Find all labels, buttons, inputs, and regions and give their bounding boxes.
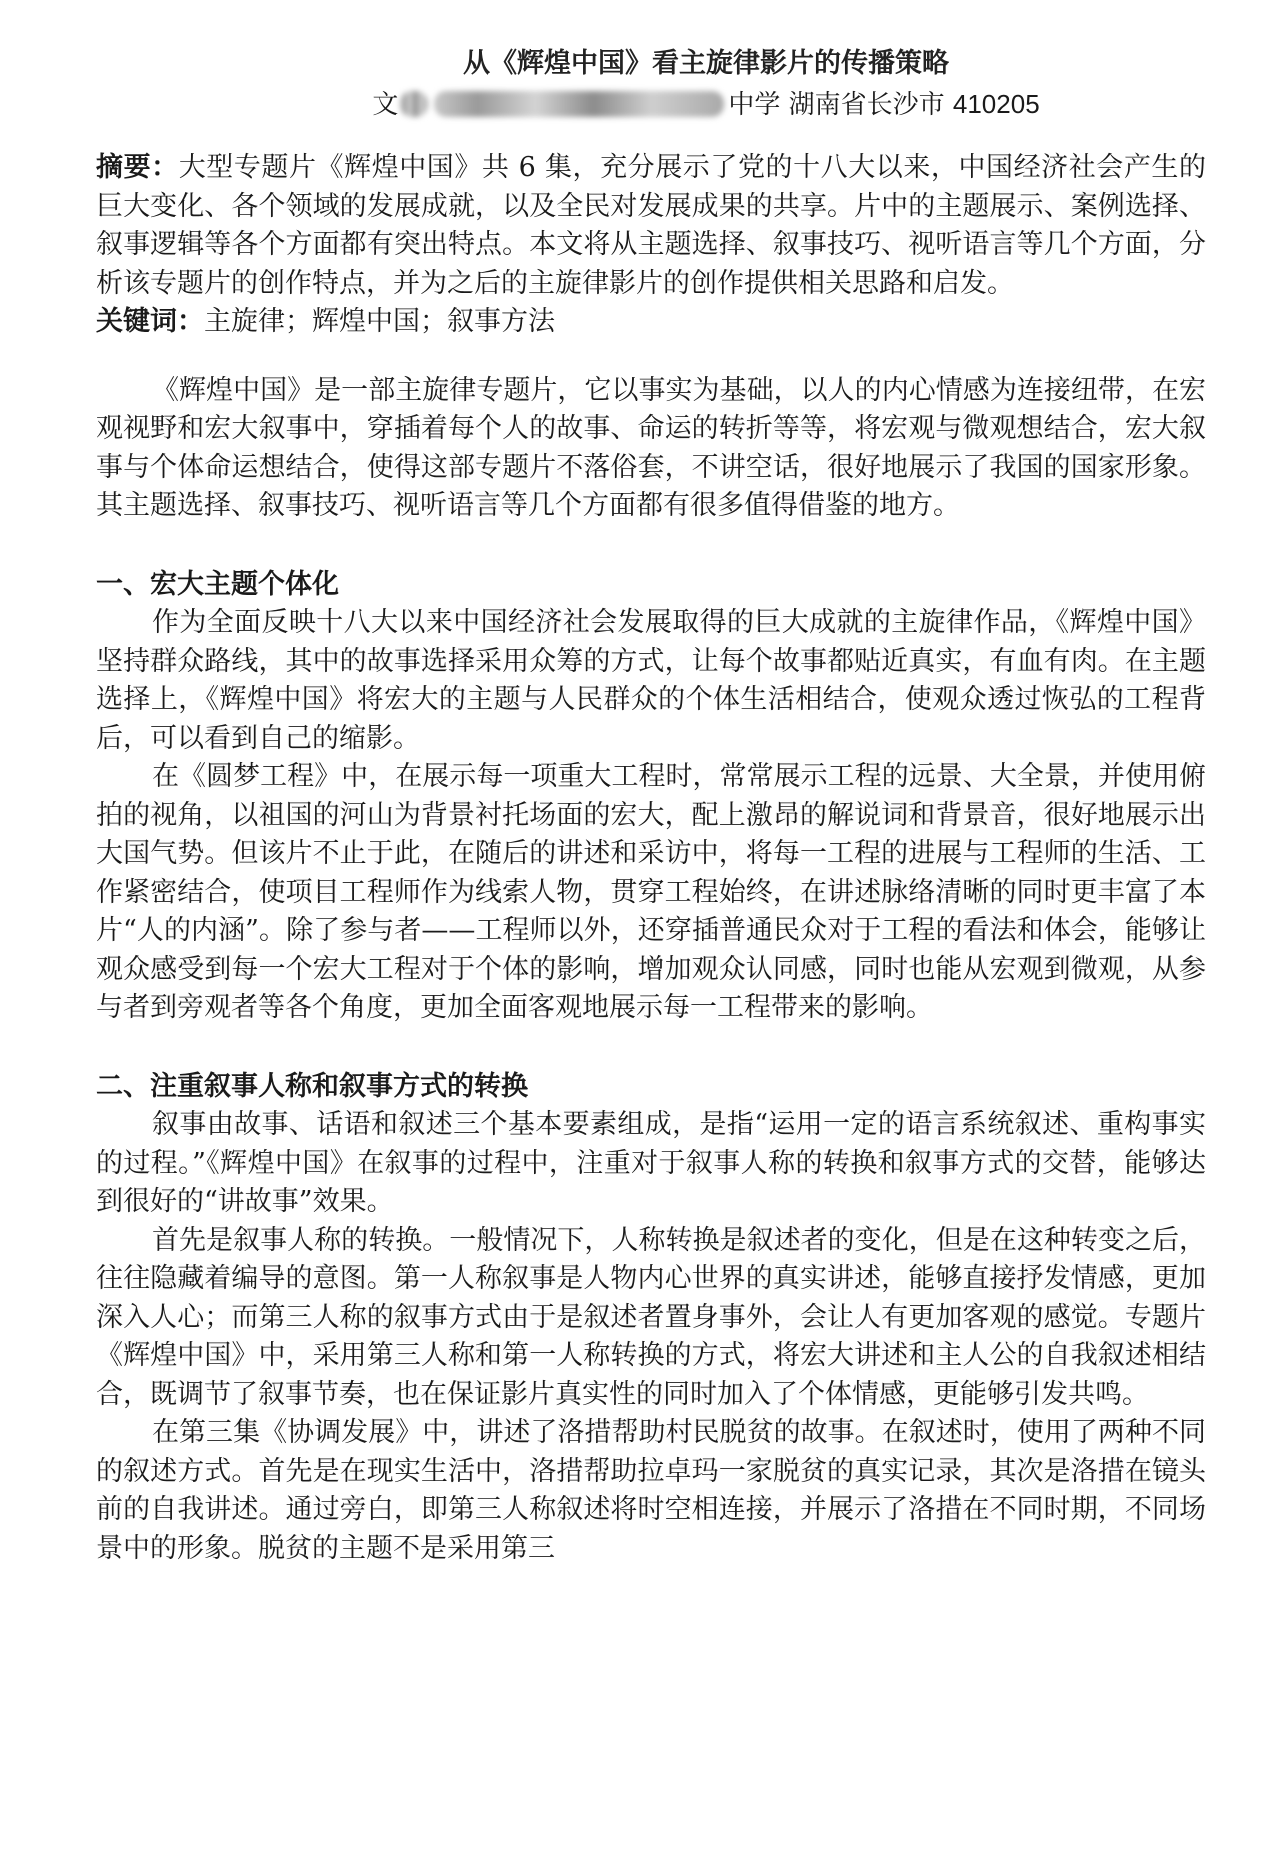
abstract: [96, 149, 1206, 303]
section-1-paragraph-2: 在《圆梦工程》中，在展示每一项重大工程时，常常展示工程的远景、大全景，并使用俯拍的视角，以祖国的河山为背景衬托场面的宏大，配上激昂的解说词和背景音，很好地展示出大国气势。但该片不止于此，在随后的讲述和采访中，将每一工程的进展与工程师的生活、工作紧密结合，使项目工程师作为线索人物，贯穿工程始终，在讲述脉络清晰的同时更丰富了本片“人的内涵”。除了参与者——工程师以外，还穿插普通民众对于工程的看法和体会，能够让观众感受到每一个宏大工程对于个体的影响，增加观众认同感，同时也能从宏观到微观，从参与者到旁观者等各个角度，更加全面客观地展示每一工程带来的影响。: [96, 761, 1206, 1023]
section-heading-1: 一、宏大主题个体化: [96, 568, 339, 600]
section-2-paragraph-3: 在第三集《协调发展》中，讲述了洛措帮助村民脱贫的故事。在叙述时，使用了两种不同的叙述方式。首先是在现实生活中，洛措帮助拉卓玛一家脱贫的真实记录，其次是洛措在镜头前的自我讲述。通过旁白，即第三人称叙述将时空相连接，并展示了洛措在不同时期，不同场景中的形象。脱贫的主题不是采用第三: [96, 1417, 1206, 1564]
author-line: [96, 84, 1206, 125]
author-affiliation: 中学 湖南省长沙市: [728, 90, 945, 120]
abstract-text: 大型专题片《辉煌中国》共 6 集，充分展示了党的十八大以来，中国经济社会产生的巨大变化、各个领域的发展成就，以及全民对发展成果的共享。片中的主题展示、案例选择、叙事逻辑等各个方面都有突出特点。本文将从主题选择、叙事技巧、视听语言等几个方面，分析该专题片的创作特点，并为之后的主旋律影片的创作提供相关思路和启发。: [96, 152, 1207, 299]
author-prefix: 文: [372, 90, 399, 120]
page-title: 从《辉煌中国》看主旋律影片的传播策略: [463, 48, 949, 79]
abstract-label: 摘要：: [96, 152, 179, 183]
section-2-paragraph-1: 叙事由故事、话语和叙述三个基本要素组成，是指“运用一定的语言系统叙述、重构事实的过程。”《辉煌中国》在叙事的过程中，注重对于叙事人称的转换和叙事方式的交替，能够达到很好的“讲故事”效果。: [96, 1109, 1206, 1217]
section-heading-2: 二、注重叙事人称和叙事方式的转换: [96, 1070, 528, 1102]
intro-paragraph: 《辉煌中国》是一部主旋律专题片，它以事实为基础，以人的内心情感为连接纽带，在宏观视野和宏大叙事中，穿插着每个人的故事、命运的转折等等，将宏观与微观想结合，宏大叙事与个体命运想结合，使得这部专题片不落俗套，不讲空话，很好地展示了我国的国家形象。其主题选择、叙事技巧、视听语言等几个方面都有很多值得借鉴的地方。: [96, 374, 1206, 521]
postcode: 410205: [952, 89, 1040, 119]
keywords: [96, 303, 1206, 342]
section-1-paragraph-1: 作为全面反映十八大以来中国经济社会发展取得的巨大成就的主旋律作品，《辉煌中国》坚持群众路线，其中的故事选择采用众筹的方式，让每个故事都贴近真实，有血有肉。在主题选择上，《辉煌中国》将宏大的主题与人民群众的个体生活相结合，使观众透过恢弘的工程背后，可以看到自己的缩影。: [96, 607, 1206, 754]
keywords-text: 主旋律；辉煌中国；叙事方法: [204, 306, 555, 337]
document-body: [96, 44, 1206, 1568]
redacted-author-name: [400, 91, 428, 117]
keywords-label: 关键词：: [96, 306, 204, 337]
redacted-school-name: [434, 91, 724, 117]
section-2-paragraph-2: 首先是叙事人称的转换。一般情况下，人称转换是叙述者的变化，但是在这种转变之后，往往隐藏着编导的意图。第一人称叙事是人物内心世界的真实讲述，能够直接抒发情感，更加深入人心；而第三人称的叙事方式由于是叙述者置身事外，会让人有更加客观的感觉。专题片《辉煌中国》中，采用第三人称和第一人称转换的方式，将宏大讲述和主人公的自我叙述相结合，既调节了叙事节奏，也在保证影片真实性的同时加入了个体情感，更能够引发共鸣。: [96, 1224, 1206, 1410]
